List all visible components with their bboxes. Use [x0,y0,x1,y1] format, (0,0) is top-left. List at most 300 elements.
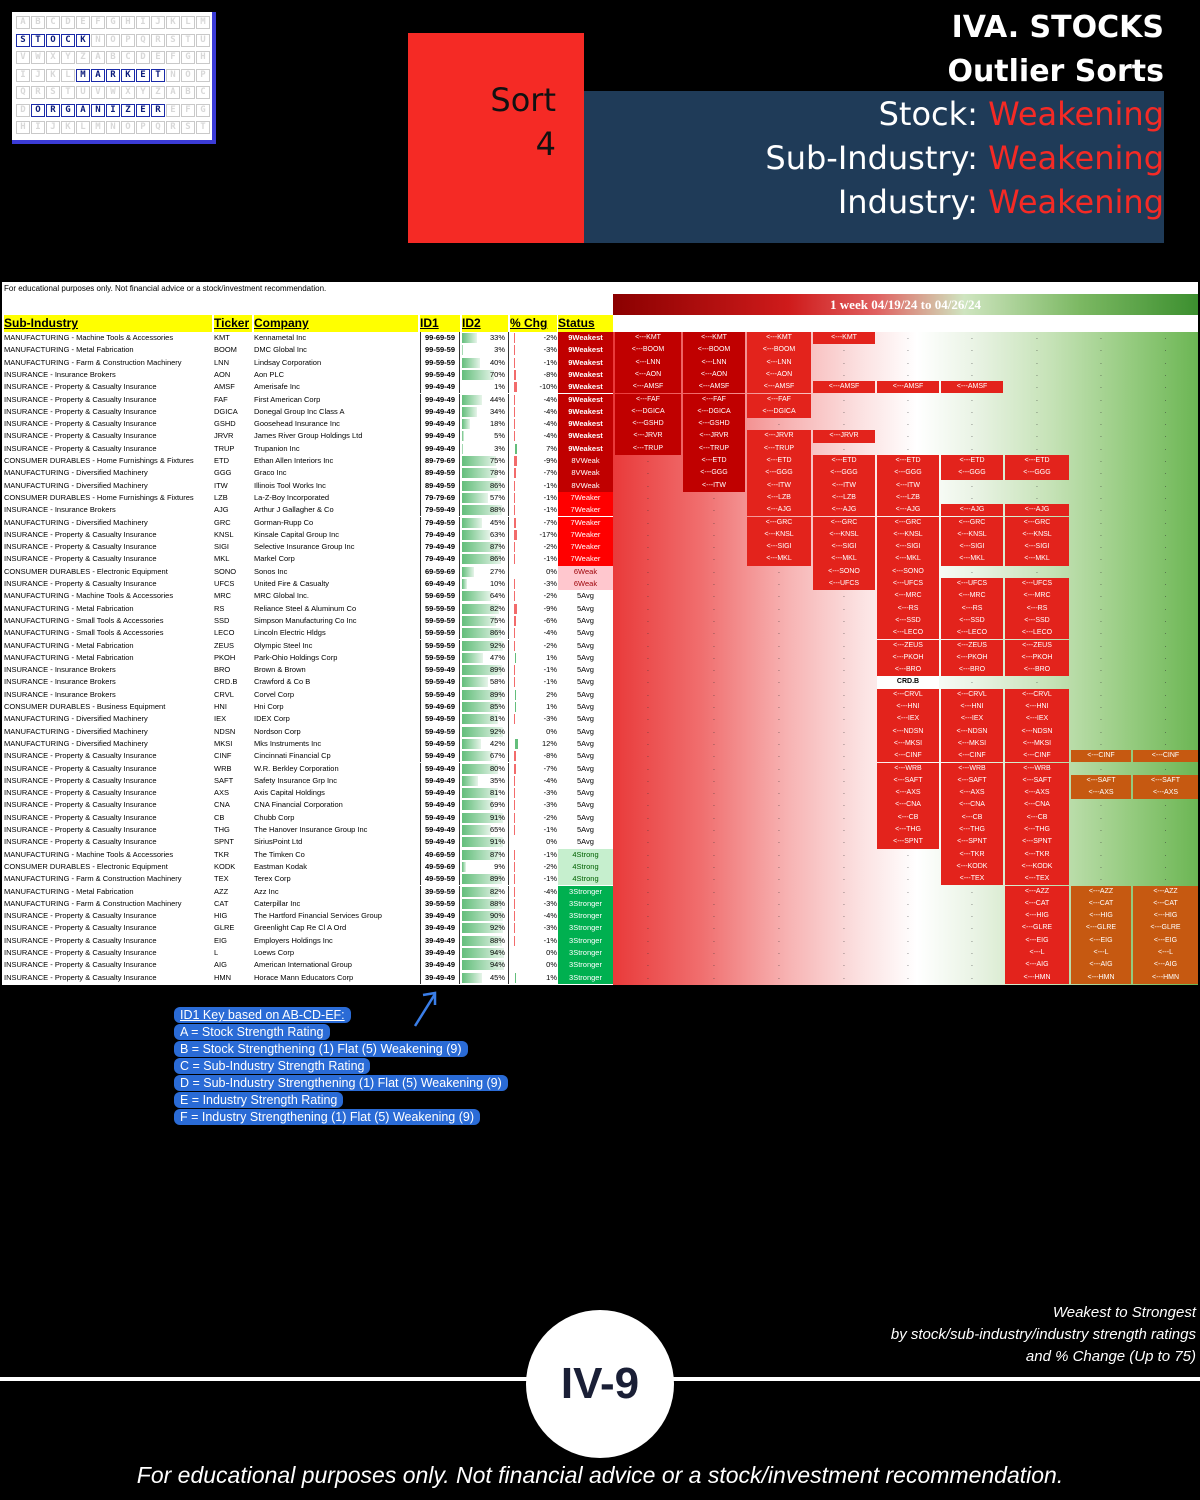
id1-cell: 39-49-49 [420,922,460,934]
table-row[interactable] [2,959,1198,971]
id2-value: 45% [489,517,505,527]
col-header[interactable] [1133,315,1198,332]
strength-empty: . [907,395,909,403]
col-header[interactable] [462,315,508,332]
strength-arrow: <---AIG [1133,959,1198,971]
strength-arrow: <---TRUP [615,443,681,455]
column-separator [508,590,511,602]
strength-empty: . [1164,370,1167,378]
logo-letter: R [31,86,45,99]
id2-bar [462,973,482,983]
ticker-cell: LZB [214,492,228,502]
strength-empty: . [843,629,845,637]
strength-empty: . [647,936,649,944]
logo-letter: R [106,69,120,82]
table-row[interactable] [2,590,1198,602]
strength-arrow: <---GRC [813,517,875,529]
ticker-cell: ITW [214,480,228,490]
strength-empty: . [1100,432,1102,440]
company-cell: Axis Capital Holdings [254,788,325,798]
status-cell: 8VWeak [558,480,613,492]
table-row[interactable] [2,504,1198,516]
col-header[interactable] [1005,315,1069,332]
table-row[interactable] [2,357,1198,369]
table-row[interactable] [2,972,1198,984]
column-separator [508,455,511,467]
strength-empty: . [1100,383,1102,391]
id2-cell [462,590,507,602]
strength-empty: . [1100,838,1102,846]
logo-letter: R [151,34,165,47]
strength-empty: . [713,666,715,674]
strength-arrow: <---KMT [615,332,681,344]
id2-value: 89% [489,665,505,675]
col-header[interactable] [4,315,212,332]
strength-arrow: <---CINF [877,750,939,762]
id2-value: 27% [489,566,505,576]
sub-industry-cell: MANUFACTURING - Farm & Construction Machinery [4,874,182,884]
status-cell: 5Avg [558,836,613,848]
id1-cell: 99-69-59 [420,332,460,344]
strength-arrow: <---TKR [1005,849,1069,861]
table-row[interactable] [2,578,1198,590]
id2-value: 92% [489,640,505,650]
table-row[interactable] [2,418,1198,430]
table-row[interactable] [2,467,1198,479]
strength-arrow: <---KODK [1005,861,1069,873]
logo-letter: S [46,86,60,99]
strength-empty: . [1164,678,1167,686]
col-header[interactable] [214,315,252,332]
table-row[interactable] [2,332,1198,344]
table-row[interactable] [2,529,1198,541]
strength-arrow: <---RS [877,603,939,615]
strength-empty: . [647,973,649,981]
strength-empty: . [713,580,715,587]
logo-letter: S [181,121,195,134]
strength-empty: . [713,850,715,858]
sub-industry-cell: INSURANCE - Property & Casualty Insurance [4,788,157,798]
strength-label: CRD.B [877,676,939,688]
id1-cell: 39-49-49 [420,910,460,922]
table-row[interactable] [2,886,1198,898]
company-cell: American International Group [254,960,352,970]
strength-arrow: <---SSD [877,615,939,627]
table-row[interactable] [2,480,1198,492]
strength-empty: . [1100,801,1102,809]
table-row[interactable] [2,615,1198,627]
strength-empty: . [907,407,909,415]
pct-change-cell: -2% [543,861,557,871]
table-row[interactable] [2,689,1198,701]
ticker-cell: KODK [214,861,236,871]
ticker-cell: IEX [214,714,227,724]
id2-cell [462,763,507,775]
strength-arrow: <---MKSI [941,738,1003,750]
table-row[interactable] [2,443,1198,455]
id2-cell [462,824,507,836]
strength-empty: . [647,924,649,932]
id1-cell: 59-49-49 [420,763,460,775]
strength-empty: . [1164,592,1167,600]
strength-empty: . [1164,407,1167,415]
table-row[interactable] [2,553,1198,565]
strength-empty: . [1036,420,1038,428]
table-row[interactable] [2,603,1198,615]
status-cell: 5Avg [558,664,613,676]
sub-industry-cell: CONSUMER DURABLES - Electronic Equipment [4,861,168,871]
table-row[interactable] [2,726,1198,738]
table-row[interactable] [2,541,1198,553]
strength-empty: . [1100,444,1102,452]
pct-change-cell: 1% [546,972,557,982]
strength-arrow: <---PKOH [1005,652,1069,664]
strength-empty: . [1100,616,1102,624]
strength-empty: . [1100,666,1102,674]
col-header[interactable] [558,315,613,332]
company-cell: Gorman-Rupp Co [254,517,314,527]
strength-arrow: <---UFCS [1005,578,1069,590]
ticker-cell: TRUP [214,443,235,453]
col-header[interactable] [615,315,681,332]
strength-empty: . [647,887,649,895]
table-row[interactable] [2,344,1198,356]
strength-empty: . [843,407,845,415]
strength-empty: . [647,616,649,624]
strength-empty: . [778,875,780,883]
table-row[interactable] [2,898,1198,910]
strength-arrow: <---MRC [941,590,1003,602]
status-cell: 5Avg [558,799,613,811]
sub-industry-cell: INSURANCE - Insurance Brokers [4,665,116,675]
strength-arrow: <---ETD [1005,455,1069,467]
table-row[interactable] [2,627,1198,639]
logo-letter: I [31,121,45,134]
strength-empty: . [1164,383,1167,391]
table-row[interactable] [2,836,1198,848]
table-row[interactable] [2,935,1198,947]
column-separator [508,332,511,344]
status-cell: 3Stronger [558,947,613,959]
id2-cell [462,713,507,725]
col-header-label: 3Stronger [1005,316,1062,330]
col-header-label: Sub-Industry [4,316,78,330]
pct-change-cell: -7% [543,468,557,478]
strength-empty: . [1100,506,1102,514]
strength-empty: . [843,592,845,600]
strength-arrow: <---IEX [941,713,1003,725]
company-cell: Greenlight Cap Re Cl A Ord [254,923,347,933]
col-header[interactable] [877,315,939,332]
strength-empty: . [647,666,649,674]
sub-industry-cell: MANUFACTURING - Metal Fabrication [4,345,134,355]
id2-value: 42% [489,738,505,748]
company-cell: Crawford & Co B [254,677,311,687]
id2-bar [462,567,474,577]
table-row[interactable] [2,824,1198,836]
col-header[interactable] [813,315,875,332]
id2-cell [462,886,507,898]
id2-cell [462,332,507,344]
strength-empty: . [1164,432,1167,440]
pct-change-cell: -4% [543,406,557,416]
status-cell: 7Weaker [558,504,613,516]
strength-empty: . [843,727,845,735]
ticker-cell: CNA [214,800,230,810]
strength-empty: . [647,862,649,870]
table-row[interactable] [2,922,1198,934]
table-row[interactable] [2,750,1198,762]
logo-letter: K [166,16,180,29]
table-row[interactable] [2,947,1198,959]
id2-cell [462,812,507,824]
id1-cell: 79-59-49 [420,504,460,516]
logo-letter: Q [136,34,150,47]
id2-value: 70% [489,369,505,379]
strength-empty: . [1100,543,1102,551]
id1-cell: 89-49-59 [420,467,460,479]
column-separator [508,935,511,947]
company-cell: The Hanover Insurance Group Inc [254,825,368,834]
strength-empty: . [1164,493,1167,501]
table-row[interactable] [2,910,1198,922]
table-row[interactable] [2,701,1198,713]
pct-change-cell: -2% [543,542,557,552]
strength-arrow: <---CB [941,812,1003,824]
column-separator [508,812,511,824]
strength-empty: . [843,370,845,378]
strength-arrow: <---GGG [683,467,745,479]
strength-empty: . [971,912,973,920]
pct-change-cell: -1% [543,825,557,834]
status-cell: 8VWeak [558,455,613,467]
id2-cell [462,541,507,553]
strength-arrow: <---MRC [877,590,939,602]
strength-arrow: <---AIG [1005,959,1069,971]
sub-industry-cell: INSURANCE - Property & Casualty Insurance [4,960,157,970]
logo-letter: C [61,34,75,47]
id2-value: 58% [489,677,505,687]
col-header[interactable] [254,315,418,332]
id2-value: 10% [489,579,505,588]
id2-cell [462,492,507,504]
strength-empty: . [713,789,715,797]
column-separator [508,553,511,565]
col-header[interactable] [1071,315,1131,332]
id2-cell [462,849,507,861]
id1-cell: 99-59-49 [420,369,460,381]
pct-change-cell: 0% [546,948,557,957]
table-row[interactable] [2,406,1198,418]
strength-arrow: <---CB [1005,812,1069,824]
company-cell: Lincoln Electric Hldgs [254,628,326,638]
sub-industry-cell: INSURANCE - Property & Casualty Insurance [4,911,157,921]
strength-arrow: <---KNSL [877,529,939,541]
id-key-row [174,1092,508,1109]
ticker-cell: WRB [214,763,232,773]
table-row[interactable] [2,763,1198,775]
strength-arrow: <---SAFT [1133,775,1198,787]
strength-arrow: <---FAF [615,394,681,406]
table-row[interactable] [2,455,1198,467]
sub-industry-cell: INSURANCE - Property & Casualty Insurance [4,431,157,441]
company-cell: Safety Insurance Grp Inc [254,775,337,785]
strength-empty: . [907,850,909,858]
col-header[interactable] [747,315,811,332]
id2-value: 33% [489,333,505,342]
strength-empty: . [1164,506,1167,514]
id2-value: 80% [489,763,505,773]
status-cell: 9Weakest [558,369,613,381]
id2-cell [462,664,507,676]
id2-cell [462,701,507,713]
id2-bar [462,358,480,368]
pct-change-cell: -4% [543,775,557,785]
col-header[interactable] [683,315,745,332]
strength-arrow: <---SSD [1005,615,1069,627]
column-separator [508,504,511,516]
col-header[interactable] [510,315,557,332]
column-separator [508,824,511,836]
filter-stock: Stock: Weakening [878,95,1164,133]
table-row[interactable] [2,799,1198,811]
strength-empty: . [713,506,715,514]
table-row[interactable] [2,517,1198,529]
id1-cell: 99-49-49 [420,381,460,393]
strength-arrow: <---CINF [941,750,1003,762]
id2-value: 35% [489,775,505,785]
status-cell: 3Stronger [558,898,613,910]
logo-letter: A [166,86,180,99]
sub-industry-cell: INSURANCE - Property & Casualty Insurance [4,948,157,957]
company-cell: Markel Corp [254,554,295,564]
table-row[interactable] [2,861,1198,873]
strength-empty: . [1164,555,1167,563]
id2-bar [462,530,490,540]
sub-industry-cell: INSURANCE - Property & Casualty Insurance [4,579,157,588]
logo-letter: N [91,104,105,117]
table-row[interactable] [2,713,1198,725]
strength-empty: . [713,678,715,686]
id1-cell: 59-59-59 [420,627,460,639]
id2-value: 85% [489,702,505,711]
logo-letter: P [121,34,135,47]
pct-change-cell: -4% [543,911,557,921]
logo-letter: N [106,121,120,134]
strength-empty: . [647,826,649,833]
logo-letter: U [196,34,210,47]
strength-arrow: <---CINF [1133,750,1198,762]
column-separator [508,910,511,922]
table-row[interactable] [2,812,1198,824]
strength-empty: . [1100,518,1102,526]
sub-industry-cell: MANUFACTURING - Diversified Machinery [4,738,148,748]
ticker-cell: HNI [214,702,227,711]
strength-arrow: <---L [1133,947,1198,959]
strength-arrow: <---GGG [877,467,939,479]
strength-empty: . [713,801,715,809]
strength-arrow: <---HNI [877,701,939,713]
company-cell: Horace Mann Educators Corp [254,972,354,982]
strength-empty: . [778,850,780,858]
strength-arrow: <---ETD [813,455,875,467]
table-row[interactable] [2,566,1198,578]
strength-empty: . [778,826,780,833]
id2-cell [462,898,507,910]
strength-empty: . [1164,690,1167,698]
strength-empty: . [1164,813,1167,821]
table-row[interactable] [2,652,1198,664]
table-row[interactable] [2,381,1198,393]
strength-arrow: <---EIG [1071,935,1131,947]
id1-cell: 59-49-49 [420,836,460,848]
id2-cell [462,615,507,627]
table-row[interactable] [2,664,1198,676]
status-cell: 8VWeak [558,467,613,479]
id2-cell [462,750,507,762]
logo-letter: T [61,86,75,99]
table-row[interactable] [2,430,1198,442]
strength-arrow: <---AMSF [941,381,1003,393]
table-row[interactable] [2,849,1198,861]
col-header-label: ID1 [420,316,439,330]
strength-empty: . [907,936,909,944]
strength-arrow: <---ETD [747,455,811,467]
id2-bar [462,407,477,417]
strength-empty: . [1036,395,1038,403]
table-row[interactable] [2,787,1198,799]
strength-arrow: <---TKR [941,849,1003,861]
strength-empty: . [778,961,780,969]
id1-cell: 59-59-59 [420,640,460,652]
sub-industry-cell: MANUFACTURING - Metal Fabrication [4,603,134,613]
strength-empty: . [907,420,909,428]
strength-empty: . [778,912,780,920]
logo-letter: Z [151,86,165,99]
table-row[interactable] [2,640,1198,652]
table-row[interactable] [2,394,1198,406]
company-cell: Graco Inc [254,468,287,478]
strength-arrow: <---KNSL [1005,529,1069,541]
strength-arrow: <---MKL [877,553,939,565]
ticker-cell: FAF [214,394,228,404]
table-row[interactable] [2,775,1198,787]
logo-letter: L [181,16,195,29]
pct-change-cell: -2% [543,812,557,822]
strength-arrow: <---CB [877,812,939,824]
col-header[interactable] [420,315,460,332]
table-row[interactable] [2,369,1198,381]
id1-cell: 59-59-59 [420,603,460,615]
pct-change-cell: 7% [546,443,557,453]
strength-empty: . [843,924,845,932]
col-header[interactable] [941,315,1003,332]
ticker-cell: TKR [214,849,229,859]
status-cell: 5Avg [558,603,613,615]
strength-empty: . [1036,678,1038,686]
strength-arrow: <---KMT [747,332,811,344]
logo-letter: X [121,86,135,99]
strength-arrow: <---NDSN [877,726,939,738]
ticker-cell: AON [214,369,231,379]
table-row[interactable] [2,873,1198,885]
id2-value: 3% [494,345,505,355]
table-row[interactable] [2,738,1198,750]
id2-value: 69% [489,800,505,810]
table-row[interactable] [2,676,1198,688]
strength-empty: . [778,924,780,932]
table-row[interactable] [2,492,1198,504]
